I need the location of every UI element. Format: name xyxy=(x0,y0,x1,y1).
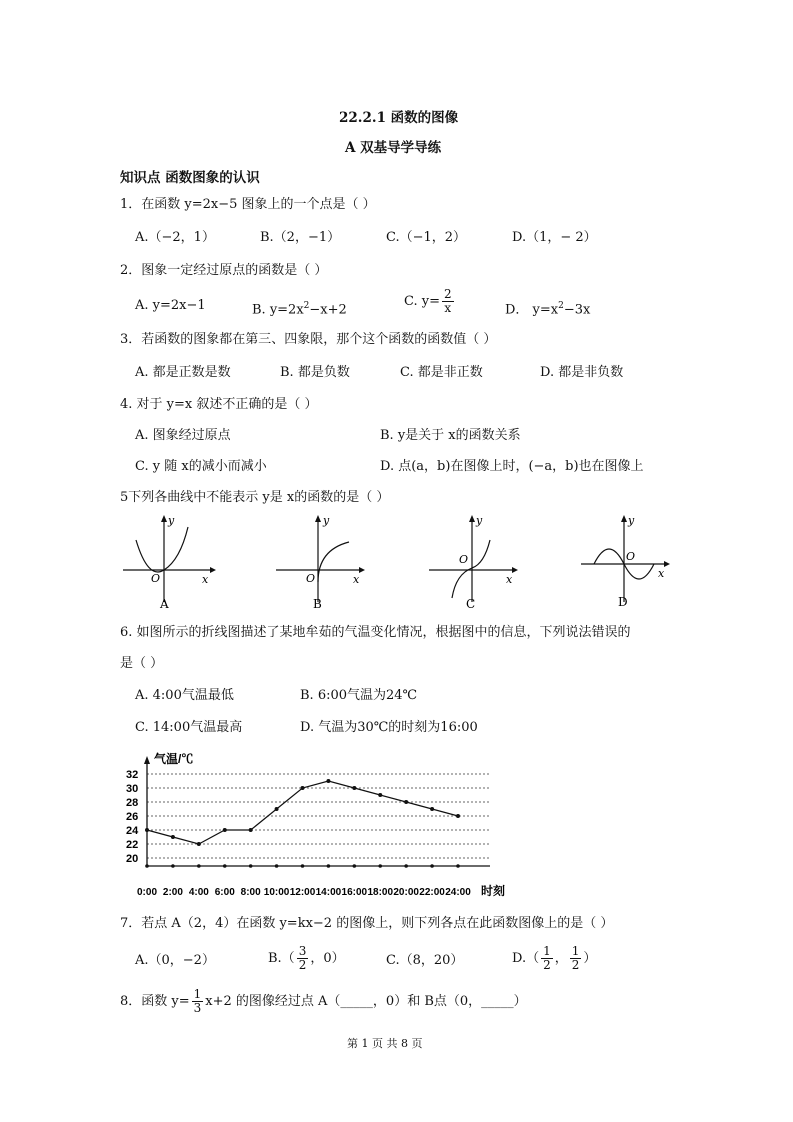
chart-x-tick-label: 6:00 xyxy=(214,887,235,898)
graph-a-x-label: x xyxy=(202,573,209,586)
chart-x-tick-mark xyxy=(378,864,382,868)
chart-y-tick-label: 20 xyxy=(126,853,139,865)
q2-option-c-pre: C. y= xyxy=(404,294,440,309)
q7-option-d-den1: 2 xyxy=(543,958,551,972)
q2-option-c-fraction xyxy=(442,288,454,315)
question-6-stem-line2: 是（ ） xyxy=(120,656,164,671)
chart-x-tick-mark xyxy=(430,864,434,868)
chart-x-tick-label: 22:00 xyxy=(419,887,445,898)
chart-x-ticks xyxy=(137,864,471,898)
section-label: 知识点 函数图象的认识 xyxy=(120,170,260,186)
q7-option-b-post: ，0） xyxy=(310,951,345,966)
q8-post: x+2 的图像经过点 A（_____，0）和 B点（0，_____） xyxy=(205,994,527,1009)
chart-x-tick-mark xyxy=(275,864,279,868)
graph-d-x-label: x xyxy=(658,567,665,580)
q7-option-d-fraction-2 xyxy=(570,945,582,972)
chart-points xyxy=(145,779,460,846)
q8-pre: 8．函数 y= xyxy=(120,994,190,1009)
chart-data-point xyxy=(326,779,330,783)
chart-x-tick-mark xyxy=(197,864,201,868)
chart-y-arrow xyxy=(144,756,150,764)
q2-option-b xyxy=(252,298,347,318)
q7-option-d-den2: 2 xyxy=(571,958,580,972)
q1-option-a: A.（−2，1） xyxy=(135,230,215,245)
q8-den: 3 xyxy=(193,1001,202,1015)
page-subtitle: A 双基导学导练 xyxy=(345,140,442,156)
q6-option-c: C. 14:00气温最高 xyxy=(135,720,243,735)
q1-option-b: B.（2，−1） xyxy=(260,230,341,245)
q2-option-b-pre: B. y=2x xyxy=(252,302,304,318)
question-4-stem: 4. 对于 y=x 叙述不正确的是（ ） xyxy=(120,397,318,412)
graph-c-x-arrow xyxy=(512,567,518,573)
question-8-stem xyxy=(120,988,527,1015)
chart-x-tick-label: 24:00 xyxy=(445,887,471,898)
q3-option-d: D. 都是非负数 xyxy=(540,365,624,380)
chart-x-tick-label: 12:00 xyxy=(289,887,316,898)
chart-data-point xyxy=(404,800,408,804)
chart-data-point xyxy=(249,828,253,832)
chart-x-tick-label: 0:00 xyxy=(136,887,158,898)
chart-data-point xyxy=(275,807,279,811)
chart-data-point xyxy=(145,828,149,832)
q2-option-b-post: −x+2 xyxy=(309,302,347,318)
graph-a-y-arrow xyxy=(161,515,167,522)
q4-option-c: C. y 随 x的减小而减小 xyxy=(135,459,267,474)
question-6-stem-line1: 6. 如图所示的折线图描述了某地牟茹的气温变化情况，根据图中的信息，下列说法错误的 xyxy=(120,625,631,640)
q7-option-b-fraction xyxy=(297,945,309,972)
chart-x-tick-mark xyxy=(223,864,227,868)
chart-x-tick-label: 8:00 xyxy=(240,887,261,898)
chart-y-label: 气温/℃ xyxy=(154,752,194,766)
q8-num: 1 xyxy=(193,987,202,1001)
q7-option-d-post: ） xyxy=(583,951,597,966)
question-7-stem: 7．若点 A（2，4）在函数 y=kx−2 的图像上，则下列各点在此函数图像上的是（ ） xyxy=(120,916,614,931)
q4-option-b: B. y是关于 x的函数关系 xyxy=(380,428,521,443)
graph-d-label: D xyxy=(618,595,628,609)
chart-y-tick-label: 32 xyxy=(126,769,139,781)
q2-option-a: A. y=2x−1 xyxy=(135,298,206,313)
chart-x-tick-mark xyxy=(145,864,149,868)
q2-option-d xyxy=(505,298,590,318)
q7-option-b xyxy=(268,945,345,972)
q7-option-d-num1: 1 xyxy=(543,944,551,958)
question-2-stem: 2．图象一定经过原点的函数是（ ） xyxy=(120,263,328,278)
q2-option-c-num: 2 xyxy=(444,287,452,301)
graph-b-curve xyxy=(318,542,349,582)
graph-b-x-arrow xyxy=(359,567,365,573)
q2-option-c-den: x xyxy=(444,301,452,315)
chart-y-tick-label: 22 xyxy=(126,839,139,851)
graph-b-y-label: y xyxy=(323,514,330,527)
graph-d-x-arrow xyxy=(664,561,670,567)
graph-d-origin-label: O xyxy=(626,550,636,563)
q2-option-c xyxy=(404,288,456,315)
chart-y-tick-label: 24 xyxy=(126,825,139,837)
graph-a-curve xyxy=(136,527,188,572)
chart-data-point xyxy=(456,814,460,818)
graph-c-curve xyxy=(452,540,490,598)
graph-d xyxy=(576,512,676,612)
q7-option-d-num2: 1 xyxy=(571,944,580,958)
q7-option-b-pre: B.（ xyxy=(268,951,295,966)
chart-x-tick-label: 10:00 xyxy=(263,887,290,898)
q8-fraction xyxy=(192,988,204,1015)
chart-x-tick-label: 2:00 xyxy=(162,887,183,898)
chart-y-tick-label: 26 xyxy=(126,811,139,823)
q2-option-b-sup: 2 xyxy=(303,301,310,311)
graph-c-origin-label: O xyxy=(459,553,469,566)
temperature-line-chart xyxy=(118,748,518,900)
graph-c-label: C xyxy=(466,597,476,611)
question-3-stem: 3．若函数的图象都在第三、四象限，那个这个函数的函数值（ ） xyxy=(120,332,497,347)
graph-a-label: A xyxy=(160,597,169,611)
q6-option-a: A. 4:00气温最低 xyxy=(135,688,234,703)
graph-b-y-arrow xyxy=(315,515,321,522)
chart-data-point xyxy=(301,786,305,790)
chart-x-tick-mark xyxy=(456,864,460,868)
q7-option-d-mid: ， xyxy=(554,951,568,966)
q6-option-b: B. 6:00气温为24℃ xyxy=(300,688,418,703)
graph-d-y-arrow xyxy=(621,515,627,522)
graph-b xyxy=(271,512,371,612)
chart-x-tick-mark xyxy=(327,864,331,868)
chart-x-tick-label: 16:00 xyxy=(341,887,368,898)
chart-data-point xyxy=(352,786,356,790)
q1-option-d: D.（1，− 2） xyxy=(512,230,597,245)
chart-x-label: 时刻 xyxy=(481,884,506,898)
q4-option-d: D. 点(a，b)在图像上时，(−a，b)也在图像上 xyxy=(380,459,644,474)
q3-option-b: B. 都是负数 xyxy=(280,365,350,380)
q7-option-d-fraction-1 xyxy=(541,945,553,972)
graph-a-origin-label: O xyxy=(151,572,161,585)
graph-c xyxy=(424,512,524,612)
q2-option-d-sup: 2 xyxy=(558,301,564,311)
graph-c-y-arrow xyxy=(469,515,475,522)
q1-option-c: C.（−1，2） xyxy=(386,230,467,245)
page-title: 22.2.1 函数的图像 xyxy=(339,110,459,126)
q7-option-b-den: 2 xyxy=(298,958,307,972)
q7-option-b-num: 3 xyxy=(298,944,307,958)
question-1-stem: 1．在函数 y=2x−5 图象上的一个点是（ ） xyxy=(120,197,376,212)
q3-option-a: A. 都是正数是数 xyxy=(135,365,231,380)
graph-b-origin-label: O xyxy=(306,572,316,585)
chart-x-tick-label: 20:00 xyxy=(393,887,419,898)
q4-option-a: A. 图象经过原点 xyxy=(135,428,231,443)
chart-data-point xyxy=(430,807,434,811)
q7-option-d-pre: D.（ xyxy=(512,951,540,966)
chart-data-point xyxy=(197,842,201,846)
chart-x-tick-mark xyxy=(353,864,357,868)
chart-series-line xyxy=(147,781,458,844)
q6-option-d: D. 气温为30℃的时刻为16:00 xyxy=(300,720,478,735)
chart-x-tick-mark xyxy=(171,864,175,868)
chart-x-tick-mark xyxy=(249,864,253,868)
graph-b-x-label: x xyxy=(353,573,360,586)
graph-d-y-label: y xyxy=(628,514,635,527)
graph-a-y-label: y xyxy=(168,514,175,527)
q3-option-c: C. 都是非正数 xyxy=(400,365,483,380)
graph-b-label: B xyxy=(313,597,322,611)
chart-data-point xyxy=(223,828,227,832)
question-5-stem: 5下列各曲线中不能表示 y是 x的函数的是（ ） xyxy=(120,490,390,505)
q7-option-d xyxy=(512,945,596,972)
chart-x-tick-label: 18:00 xyxy=(367,887,394,898)
q7-option-a: A.（0，−2） xyxy=(135,953,215,968)
graph-a-x-arrow xyxy=(210,567,216,573)
graph-c-x-label: x xyxy=(506,573,513,586)
q7-option-c: C.（8，20） xyxy=(386,953,464,968)
chart-y-tick-label: 30 xyxy=(126,783,139,795)
chart-x-tick-label: 4:00 xyxy=(188,887,209,898)
graph-a xyxy=(118,512,218,612)
q2-option-d-post: −3x xyxy=(563,302,591,318)
page-footer: 第 1 页 共 8 页 xyxy=(347,1037,423,1050)
chart-x-tick-mark xyxy=(404,864,408,868)
chart-x-tick-mark xyxy=(301,864,305,868)
chart-data-point xyxy=(378,793,382,797)
chart-y-tick-label: 28 xyxy=(126,797,139,809)
chart-y-ticks xyxy=(126,769,139,865)
q2-option-d-pre: D． y=x xyxy=(505,302,559,318)
chart-x-tick-label: 14:00 xyxy=(315,887,342,898)
graph-c-y-label: y xyxy=(476,514,483,527)
chart-data-point xyxy=(171,835,175,839)
